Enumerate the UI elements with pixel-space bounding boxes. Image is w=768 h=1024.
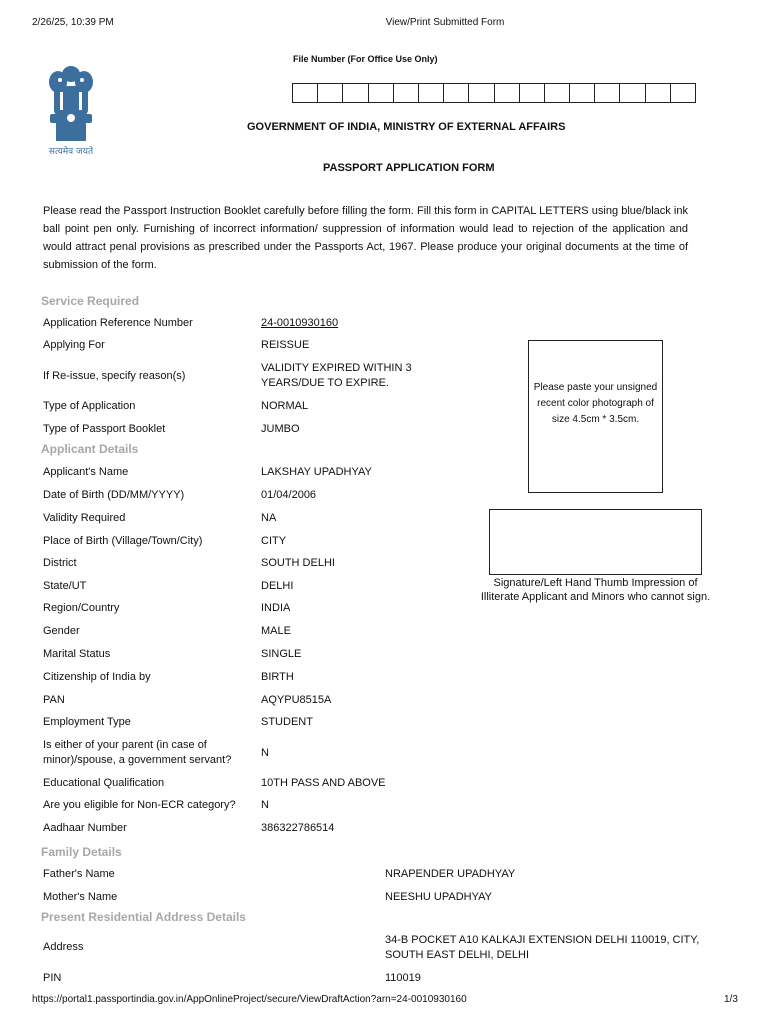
emblem-motto: सत्यमेव जयते <box>48 147 94 157</box>
file-number-box <box>469 84 494 102</box>
field-label: Region/Country <box>43 602 120 614</box>
field-label: Is either of your parent (in case of minor)/spouse, a government servant? <box>43 739 232 766</box>
file-number-box <box>394 84 419 102</box>
field-label: District <box>43 557 77 569</box>
file-number-label: File Number (For Office Use Only) <box>293 54 438 64</box>
file-number-box <box>293 84 318 102</box>
field-value: JUMBO <box>261 423 300 435</box>
file-number-box <box>495 84 520 102</box>
section-heading-family: Family Details <box>41 845 122 859</box>
field-value: N <box>261 747 269 759</box>
field-value: INDIA <box>261 602 291 614</box>
footer-url[interactable]: https://portal1.passportindia.gov.in/AppOnlineProject/secure/ViewDraftAction?arn=24-0010930160 <box>32 994 467 1005</box>
field-label: PIN <box>43 972 62 984</box>
field-label: Applying For <box>43 339 105 351</box>
field-label: Employment Type <box>43 716 131 728</box>
field-label: Application Reference Number <box>43 317 193 329</box>
page-header-title: View/Print Submitted Form <box>385 17 505 28</box>
file-number-box <box>545 84 570 102</box>
field-value: REISSUE <box>261 339 310 351</box>
field-label: Marital Status <box>43 648 111 660</box>
field-value: SOUTH DELHI <box>261 557 335 569</box>
file-number-box <box>343 84 368 102</box>
field-label: Date of Birth (DD/MM/YYYY) <box>43 489 185 501</box>
field-label: Address <box>43 941 84 953</box>
field-value: 10TH PASS AND ABOVE <box>261 777 386 789</box>
field-label: Mother's Name <box>43 891 118 903</box>
page-number: 1/3 <box>724 994 738 1005</box>
file-number-box <box>318 84 343 102</box>
application-reference-value[interactable]: 24-0010930160 <box>261 317 339 329</box>
field-value: AQYPU8515A <box>261 694 332 706</box>
section-heading-address: Present Residential Address Details <box>41 910 246 924</box>
field-label: Aadhaar Number <box>43 822 127 834</box>
file-number-box <box>444 84 469 102</box>
file-number-box <box>369 84 394 102</box>
field-value: NRAPENDER UPADHYAY <box>385 868 516 880</box>
file-number-box <box>671 84 695 102</box>
field-label: Educational Qualification <box>43 777 165 789</box>
field-label: If Re-issue, specify reason(s) <box>43 370 186 382</box>
field-label: PAN <box>43 694 65 706</box>
field-label: State/UT <box>43 580 87 592</box>
field-label: Applicant's Name <box>43 466 129 478</box>
section-heading-service: Service Required <box>41 294 140 308</box>
file-number-box <box>646 84 671 102</box>
field-label: Type of Application <box>43 400 136 412</box>
field-label: Validity Required <box>43 512 126 524</box>
field-value: CITY <box>261 535 287 547</box>
file-number-box <box>419 84 444 102</box>
field-value: NEESHU UPADHYAY <box>385 891 492 903</box>
signature-caption: Signature/Left Hand Thumb Impression of Illiterate Applicant and Minors who cannot sign. <box>480 577 711 603</box>
field-label: Citizenship of India by <box>43 671 151 683</box>
file-number-box <box>570 84 595 102</box>
instructions-paragraph: Please read the Passport Instruction Booklet carefully before filling the form. Fill this form in CAPITAL LETTERS using blue/black ink ball point pen only. Furnishing of incorrect information/ suppression of information would lead to rejection of the application and would attract penal provisions as prescribed under the Passports Act, 1967. Please produce your original documents at the time of submission of the form. <box>43 205 688 271</box>
signature-box <box>489 509 702 575</box>
state-emblem-icon <box>40 62 102 158</box>
field-label: Father's Name <box>43 868 115 880</box>
field-value: LAKSHAY UPADHYAY <box>261 466 372 478</box>
field-value: NORMAL <box>261 400 309 412</box>
field-value: DELHI <box>261 580 294 592</box>
field-value: BIRTH <box>261 671 294 683</box>
field-value: 386322786514 <box>261 822 335 834</box>
field-value: VALIDITY EXPIRED WITHIN 3 YEARS/DUE TO EXPIRE. <box>261 362 412 389</box>
field-value: MALE <box>261 625 291 637</box>
photo-instruction: Please paste your unsigned recent color photograph of size 4.5cm * 3.5cm. <box>533 382 658 425</box>
field-value: 01/04/2006 <box>261 489 317 501</box>
print-date: 2/26/25, 10:39 PM <box>32 17 114 28</box>
field-value: NA <box>261 512 277 524</box>
file-number-boxes <box>292 83 696 103</box>
field-label: Are you eligible for Non-ECR category? <box>43 799 236 811</box>
field-value: SINGLE <box>261 648 302 660</box>
form-title: PASSPORT APPLICATION FORM <box>323 162 495 174</box>
field-value: 34-B POCKET A10 KALKAJI EXTENSION DELHI 110019, CITY, SOUTH EAST DELHI, DELHI <box>385 934 700 961</box>
file-number-box <box>620 84 645 102</box>
government-title: GOVERNMENT OF INDIA, MINISTRY OF EXTERNAL AFFAIRS <box>247 121 566 133</box>
field-value: STUDENT <box>261 716 313 728</box>
field-label: Type of Passport Booklet <box>43 423 166 435</box>
field-value: N <box>261 799 269 811</box>
file-number-box <box>595 84 620 102</box>
field-value: 110019 <box>385 972 421 984</box>
section-heading-applicant: Applicant Details <box>41 442 139 456</box>
file-number-box <box>520 84 545 102</box>
field-label: Place of Birth (Village/Town/City) <box>43 535 203 547</box>
field-label: Gender <box>43 625 80 637</box>
